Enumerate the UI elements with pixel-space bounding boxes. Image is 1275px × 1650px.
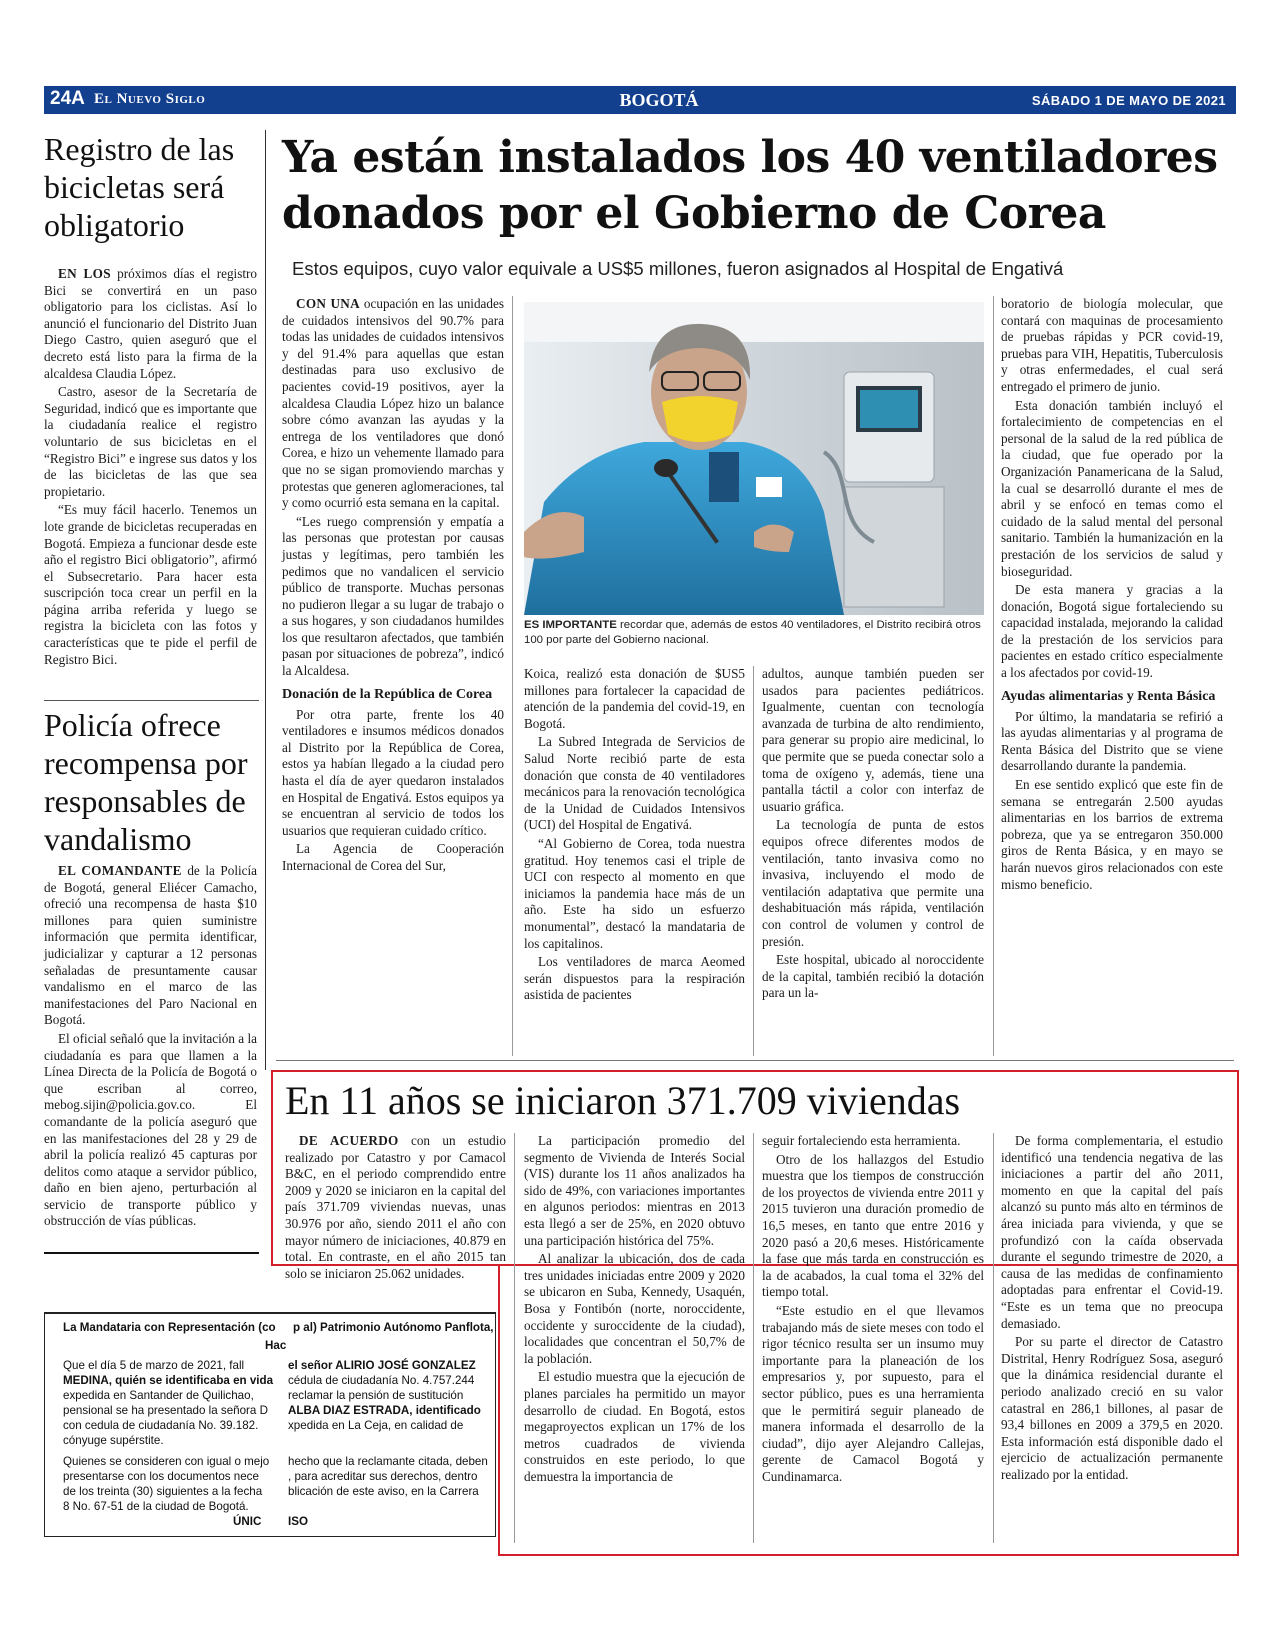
subhead: Ayudas alimentarias y Renta Básica — [1001, 688, 1216, 704]
notice-footer-left: ÚNIC — [233, 1515, 262, 1528]
legal-notice — [44, 1312, 496, 1537]
paragraph: “Es muy fácil hacerlo. Tenemos un lote grande de bicicletas recuperadas en Bogotá. Empieza a funcionar desde este año el registro Bici obligatorio”, afirmó el Subsecretario. Para hacer esta suscripción toca crear un perfil en la página arriba referida y luego se registra la bicicleta con las fotos y características que te pide el perfil de Registro Bici. — [44, 502, 257, 667]
paragraph: adultos, aunque también pueden ser usados para pacientes pediátricos. Igualmente, cuentan con tecnología avanzada de turbina de alto rendimiento, para generar su propio aire medicinal, lo que permite que se pueda conectar solo a toma de oxígeno y, además, tiene una pantalla táctil a color con interfaz de usuario gráfica. — [762, 666, 984, 814]
column-divider — [512, 296, 513, 1056]
notice-line: pensional se ha presentado la señora D — [63, 1404, 268, 1417]
ventilators-col-3 — [762, 666, 984, 1002]
notice-line: hecho que la reclamante citada, deben — [288, 1455, 488, 1468]
notice-line: Que el día 5 de marzo de 2021, fall — [63, 1359, 245, 1372]
subhead: Donación de la República de Corea — [282, 686, 493, 702]
issue-date: SÁBADO 1 DE MAYO DE 2021 — [1031, 93, 1226, 108]
page-header-bar — [44, 86, 1236, 114]
police-story-lead: EL COMANDANTE — [58, 863, 182, 878]
notice-line: 8 No. 67-51 de la ciudad de Bogotá. — [63, 1500, 249, 1513]
paragraph: La Subred Integrada de Servicios de Salud Norte recibió parte de esta donación que consta de 40 ventiladores mecánicos para la renovación tecnológica de la Unidad de Cuidados Intensivos (UCI) del Hospital de Engativá. — [524, 734, 745, 833]
notice-line: ALBA DIAZ ESTRADA, identificado — [288, 1404, 481, 1417]
notice-line: MEDINA, quién se identificaba en vida — [63, 1374, 274, 1387]
notice-line: con cedula de ciudadanía No. 39.182. — [63, 1419, 259, 1432]
caption-text: recordar que, además de estos 40 ventiladores, el Distrito recibirá otros 100 por parte del Gobierno nacional. — [524, 619, 981, 646]
notice-line: xpedida en La Ceja, en calidad de — [288, 1419, 464, 1432]
paragraph: Castro, asesor de la Secretaría de Seguridad, indicó que es importante que la ciudadanía realice el registro voluntario de sus bicicletas en el “Registro Bici” e ingrese sus datos y los de las bicicletas de las que sea propietario. — [44, 384, 257, 499]
ventilators-story-lead: CON UNA — [296, 296, 360, 311]
paragraph: ocupación en las unidades de cuidados intensivos del 90.7% para todas las unidades de cuidados intensivos y del 91.4% para aquellas que estan destinadas para uso exclusivo de pacientes covid-19 positivos, ayer la alcaldesa Claudia López hizo un balance sobre cómo avanzan las ayudas y la entrega de los ventiladores que donó Corea, e hizo un vehemente llamado para que no se sigan promoviendo marchas y protestas que generen aglomeraciones, tal y como ocurrió esta semana en la capital. — [282, 296, 504, 511]
notice-line: el señor ALIRIO JOSÉ GONZALEZ — [288, 1359, 476, 1372]
column-divider — [514, 1133, 515, 1543]
paragraph: Koica, realizó esta donación de $US5 millones para fortalecer la capacidad de atención de la pandemia del covid-19, en Bogotá. — [524, 666, 745, 731]
column-divider — [993, 1133, 994, 1543]
notice-left-column — [63, 1358, 277, 1514]
paragraph: La Agencia de Cooperación Internacional de Corea del Sur, — [282, 841, 504, 873]
notice-line: presentarse con los documentos nece — [63, 1470, 259, 1483]
notice-heading-right: p al) Patrimonio Autónomo Panflota, — [293, 1321, 494, 1334]
ventilators-story-title: Ya están instalados los 40 ventiladores donados por el Gobierno de Corea — [282, 132, 1218, 239]
column-divider — [753, 666, 754, 1056]
housing-story-lead: DE ACUERDO — [299, 1133, 399, 1148]
paragraph: De esta manera y gracias a la donación, Bogotá sigue fortaleciendo su capacidad instalada, mejorando la calidad de la prestación de los servicios para pacientes en estado crítico especialmente a los afectados por covid-19. — [1001, 582, 1223, 681]
paragraph: Por su parte el director de Catastro Distrital, Henry Rodríguez Sosa, aseguró que la dinámica residencial durante el periodo analizado creció en su valor catastral en 286,1 billones, al pasar de 93,4 billones en 2009 a 379,5 en 2020. Esta información está disponible dado el ejercicio de actualización permanente realizado por la entidad. — [1001, 1334, 1223, 1482]
paragraph: De forma complementaria, el estudio identificó una tendencia negativa de las iniciaciones a partir del año 2011, momento en que la capital del país alcanzó su punto más alto en términos de área iniciada para vivienda, y que se profundizó con la caída observada durante el segundo trimestre de 2020, a causa de las medidas de confinamiento adoptadas para enfrentar el Covid-19. “Este es un tema que no preocupa demasiado. — [1001, 1133, 1223, 1331]
police-story-body — [44, 863, 257, 1230]
paragraph: boratorio de biología molecular, que contará con maquinas de procesamiento de pruebas rápidas y PCR covid-19, pruebas para VIH, Hepatitis, Tuberculosis y otras enfermedades, el cual será entregado el primero de junio. — [1001, 296, 1223, 394]
page-number: 24A — [50, 88, 85, 109]
photo-caption — [524, 618, 984, 648]
paragraph: En ese sentido explicó que este fin de semana se entregarán 2.500 ayudas alimentarias en los barrios de extrema pobreza, que ya se entregaron 350.000 giros de Renta Básica, y en mayo se harán nuevos giros relacionados con este mismo beneficio. — [1001, 777, 1223, 892]
bikes-story-title: Registro de las bicicletas será obligatorio — [44, 131, 235, 243]
notice-line: cédula de ciudadanía No. 4.757.244 — [288, 1374, 475, 1387]
notice-right-column — [288, 1358, 488, 1499]
story-divider — [44, 1252, 259, 1254]
column-divider — [265, 130, 266, 1070]
paragraph: de la Policía de Bogotá, general Eliécer Camacho, ofreció una recompensa de hasta $10 millones para quien suministre información que permita identificar, judicializar y capturar a 12 personas señaladas de presuntamente causar vandalismo en el marco de las manifestaciones del Paro Nacional en Bogotá. — [44, 863, 258, 1028]
paragraph: El oficial señaló que la invitación a la ciudadanía es para que llamen a la Línea Directa de la Policía de Bogotá o que escriban al correo, mebog.sijin@policia.gov.co. El comandante de la policía aseguró que en las manifestaciones del 28 y 29 de abril la policía realizó 45 capturas por delitos como ataque a servidor público, daño en bien ajeno, perturbación al servicio de transporte público y obstrucción de vías públicas. — [44, 1030, 257, 1229]
police-story-title: Policía ofrece recompensa por responsables de vandalismo — [44, 707, 248, 857]
paragraph: La participación promedio del segmento de Vivienda de Interés Social (VIS) durante los 11 años analizados ha sido de 49%, con variaciones importantes en algunos periodos: mientras en 2013 esta llegó a ser de 25%, en 2020 obtuvo una participación histórica del 75%. — [524, 1133, 745, 1248]
paragraph: La tecnología de punta de estos equipos ofrece diferentes modos de ventilación, tanto invasiva como no invasiva, incluyendo el modo de ventilación adaptativa que permite una deshabituación más rápida, ventilación con control de volumen y control de presión. — [762, 817, 984, 949]
mayor-photo — [524, 302, 984, 615]
paragraph: Esta donación también incluyó el fortalecimiento de competencias en el personal de la salud de la red pública de la ciudad, que fue operado por la Organización Panamericana de la Salud, la cual se desarrolló durante el mes de abril y se enfocó en temas como el cuidado de la salud mental del personal sanitario. También la humanización en la prestación de los servicios de salud y bioseguridad. — [1001, 397, 1223, 579]
section-name: BOGOTÁ — [619, 90, 699, 110]
mayor-photo-illustration — [524, 302, 984, 615]
story-divider — [276, 1060, 1234, 1061]
paragraph: Por otra parte, frente los 40 ventiladores e insumos médicos donados al Distrito por la República de Corea, estos ya habían llegado a la ciudad pero hasta el día de ayer quedaron instalados en Hospital de Engativá. Estos equipos ya se encuentran al servicio de todos los usuarios que requieran cuidado crítico. — [282, 706, 504, 838]
story-divider — [44, 700, 259, 701]
paragraph: seguir fortaleciendo esta herramienta. — [762, 1133, 961, 1148]
column-divider — [993, 296, 994, 1056]
newspaper-name: El Nuevo Siglo — [94, 91, 206, 107]
caption-lead: ES IMPORTANTE — [524, 619, 617, 631]
paragraph: “Les ruego comprensión y empatía a las personas que protestan por causas justas y legítimas, pero también les pedimos que no vandalicen el servicio público de transporte. Muchas personas no pudieron llegar a su lugar de trabajo o a sus hogares, y son ciudadanos humildes los que resultaron afectados, que también pasan por situaciones de pobreza”, indicó la Alcaldesa. — [282, 513, 504, 679]
notice-line: Quienes se consideren con igual o mejo — [63, 1455, 270, 1468]
paragraph: Los ventiladores de marca Aeomed serán dispuestos para la respiración asistida de pacientes — [524, 954, 745, 1003]
paragraph: próximos días el registro Bici se convertirá en un paso obligatorio para los ciclistas. Así lo anunció el funcionario del Distrito Juan Diego Castro, quien aseguró que el decreto está listo para la firma de la alcaldesa Claudia López. — [44, 266, 258, 381]
paragraph: Por último, la mandataria se refirió a las ayudas alimentarias y al programa de Renta Básica del Distrito que se viene desarrollando durante la pandemia. — [1001, 708, 1223, 774]
notice-line: blicación de este aviso, en la Carrera — [288, 1485, 479, 1498]
notice-line: de los treinta (30) siguientes a la fecha — [63, 1485, 263, 1498]
notice-line: reclamar la pensión de sustitución — [288, 1389, 464, 1402]
notice-line: cónyuge supérstite. — [63, 1434, 164, 1447]
bikes-story-body — [44, 266, 257, 668]
column-divider — [753, 1133, 754, 1543]
bikes-story-lead: EN LOS — [58, 266, 111, 281]
ventilators-col-2 — [524, 666, 745, 1004]
housing-col-1 — [285, 1133, 506, 1282]
ventilators-col-4 — [1001, 296, 1223, 893]
housing-col-3 — [762, 1133, 984, 1485]
notice-heading-left: La Mandataria con Representación (co — [63, 1321, 276, 1334]
notice-line: , para acreditar sus derechos, dentro — [288, 1470, 478, 1483]
paragraph: “Este estudio en el que llevamos trabajando más de siete meses con todo el rigor técnico resulta ser un insumo muy importante para la planeación de los empresarios y, por supuesto, para el sector público, pues es una herramienta que le permitirá seguir planeado de manera informada el desarrollo de la ciudad”, dijo ayer Alejandro Callejas, gerente de Camacol Bogotá y Cundinamarca. — [762, 1302, 984, 1484]
ventilators-col-1 — [282, 296, 504, 875]
housing-story-title: En 11 años se iniciaron 371.709 viviendas — [285, 1078, 961, 1123]
paragraph: El estudio muestra que la ejecución de planes parciales ha permitido un mayor desarrollo de ciudad. En Bogotá, estos megaproyectos explican un 17% de los metros cuadrados de vivienda construidos en este periodo, lo que demuestra la importancia de — [524, 1369, 745, 1484]
paragraph: con un estudio realizado por Catastro y por Camacol B&C, en el periodo comprendido entre 2009 y 2020 se iniciaron en la capital del país 371.709 viviendas nuevas, unas 30.976 por año, siendo 2011 el año con mayor número de iniciaciones, 40.879 en total. En contraste, en el año 2015 tan solo se iniciaron 25.062 unidades. — [285, 1133, 507, 1281]
paragraph: Este hospital, ubicado al noroccidente de la capital, también recibió la dotación para un la- — [762, 952, 984, 1001]
notice-footer-right: ISO — [288, 1515, 308, 1528]
ventilators-story-deck: Estos equipos, cuyo valor equivale a US$5 millones, fueron asignados al Hospital de Engativá — [292, 258, 1064, 279]
notice-line: expedida en Santander de Quilichao, — [63, 1389, 254, 1402]
notice-heading-cont: Hac — [265, 1339, 287, 1352]
housing-col-2 — [524, 1133, 745, 1485]
housing-col-4 — [1001, 1133, 1223, 1483]
paragraph: Al analizar la ubicación, dos de cada tres unidades iniciadas entre 2009 y 2020 se ubicaron en Suba, Kennedy, Usaquén, Bosa y Fontibón (norte, noroccidente, occidente y suroccidente de la ciudad), localidades que concentran el 50,7% de la población. — [524, 1251, 745, 1366]
paragraph: Otro de los hallazgos del Estudio muestra que los tiempos de construcción de los proyectos de vivienda entre 2011 y 2015 tuvieron una duración promedio de 16,5 meses, en tanto que entre 2016 y 2020 pasó a 20,6 meses. Históricamente la fase que más tarda en construcción es la de acabados, la cual toma el 32% del tiempo total. — [762, 1151, 984, 1300]
paragraph: “Al Gobierno de Corea, toda nuestra gratitud. Hoy tenemos casi el triple de UCI con respecto al momento en que iniciamos la pandemia hace más de un año. Este ha sido un esfuerzo monumental”, destacó la mandataria de los capitalinos. — [524, 835, 745, 951]
